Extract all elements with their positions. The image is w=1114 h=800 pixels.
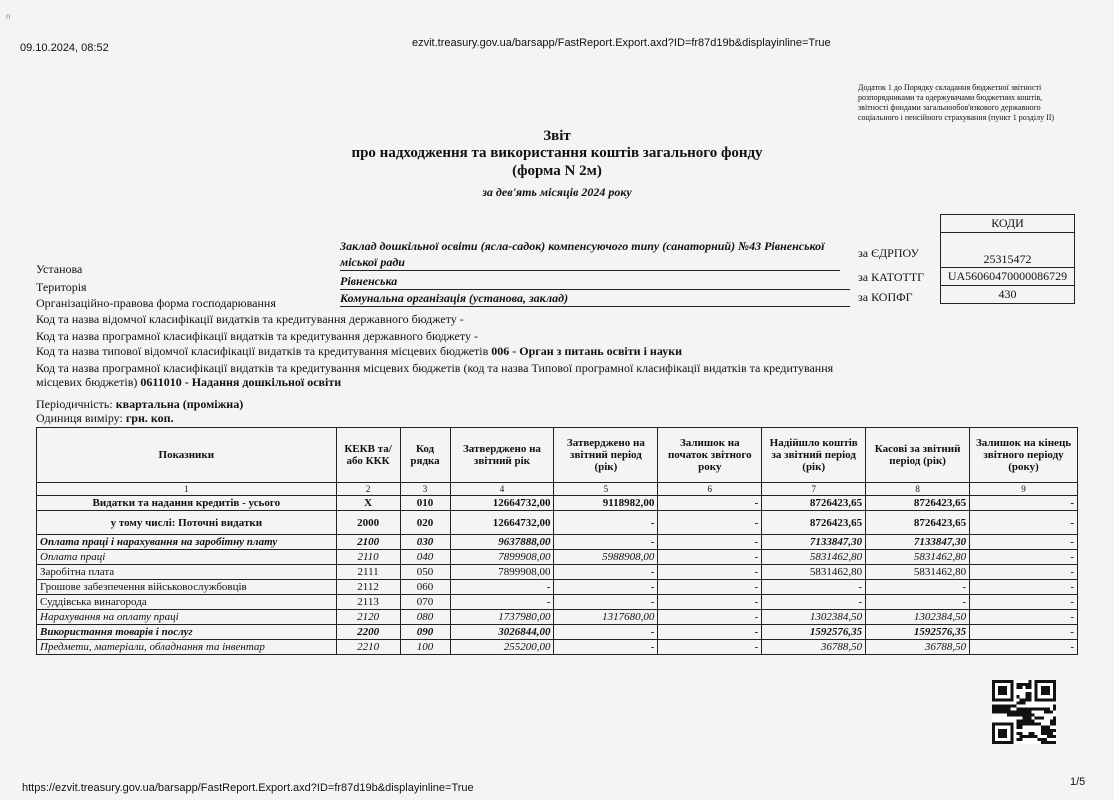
edrpou-code: 25315472 bbox=[941, 233, 1075, 268]
table-row bbox=[37, 640, 1078, 655]
table-cell: 7899908,00 bbox=[450, 565, 554, 580]
table-cell: - bbox=[450, 580, 554, 595]
local-program-prefix: Код та назва програмної класифікації видатків та кредитування місцевих бюджетів (код та назва Типової програмної класифікації видатків та кредитування місцевих бюджетів) bbox=[36, 361, 834, 389]
table-cell: 5831462,80 bbox=[762, 550, 866, 565]
table-cell: Предмети, матеріали, обладнання та інвентар bbox=[37, 640, 337, 655]
report-table bbox=[36, 427, 1078, 655]
col-header-kekv: КЕКВ та/або ККК bbox=[336, 428, 400, 483]
table-row bbox=[37, 511, 1078, 535]
table-cell: 1592576,35 bbox=[866, 625, 970, 640]
unit-line bbox=[36, 411, 174, 426]
table-cell: - bbox=[658, 511, 762, 535]
table-row bbox=[37, 595, 1078, 610]
typical-dept-value: 006 - Орган з питань освіти і науки bbox=[491, 344, 683, 358]
periodicity-line bbox=[36, 397, 243, 412]
dept-class-line: Код та назва відомчої класифікації видатків та кредитування державного бюджету - bbox=[36, 312, 464, 326]
col-header-approved-year: Затверджено на звітний рік bbox=[450, 428, 554, 483]
table-row bbox=[37, 535, 1078, 550]
typical-dept-prefix: Код та назва типової відомчої класифікації видатків та кредитування місцевих бюджетів bbox=[36, 344, 489, 358]
footer-url: https://ezvit.treasury.gov.ua/barsapp/FastReport.Export.axd?ID=fr87d19b&displayinline=True bbox=[22, 782, 474, 794]
table-cell: - bbox=[866, 595, 970, 610]
table-cell: X bbox=[336, 496, 400, 511]
table-cell: - bbox=[970, 580, 1078, 595]
table-cell: - bbox=[970, 565, 1078, 580]
table-cell: 040 bbox=[400, 550, 450, 565]
table-cell: 9637888,00 bbox=[450, 535, 554, 550]
table-cell: 5831462,80 bbox=[866, 550, 970, 565]
table-cell: 8726423,65 bbox=[762, 496, 866, 511]
table-cell: 020 bbox=[400, 511, 450, 535]
table-cell: 5831462,80 bbox=[762, 565, 866, 580]
institution-value: Заклад дошкільної освіти (ясла-садок) компенсуючого типу (санаторний) №43 Рівненської міської ради bbox=[340, 238, 840, 271]
report-period: за дев'ять місяців 2024 року bbox=[482, 185, 632, 199]
col-number: 6 bbox=[658, 483, 762, 496]
codes-table bbox=[940, 214, 1075, 304]
corner-mark: п bbox=[6, 12, 11, 21]
table-cell: Суддівська винагорода bbox=[37, 595, 337, 610]
table-cell: - bbox=[554, 565, 658, 580]
table-cell: Оплата праці bbox=[37, 550, 337, 565]
qr-code bbox=[992, 680, 1056, 744]
table-cell: 5831462,80 bbox=[866, 565, 970, 580]
table-cell: Оплата праці і нарахування на заробітну плату bbox=[37, 535, 337, 550]
table-cell: 255200,00 bbox=[450, 640, 554, 655]
table-cell: 9118982,00 bbox=[554, 496, 658, 511]
table-cell: 2000 bbox=[336, 511, 400, 535]
table-cell: Видатки та надання кредитів - усього bbox=[37, 496, 337, 511]
table-cell: 090 bbox=[400, 625, 450, 640]
table-cell: - bbox=[658, 565, 762, 580]
col-number: 4 bbox=[450, 483, 554, 496]
table-cell: - bbox=[970, 640, 1078, 655]
table-cell: 3026844,00 bbox=[450, 625, 554, 640]
table-cell: - bbox=[970, 535, 1078, 550]
table-cell: - bbox=[866, 580, 970, 595]
table-cell: - bbox=[658, 580, 762, 595]
col-number: 1 bbox=[37, 483, 337, 496]
katottg-code: UA56060470000086729 bbox=[941, 268, 1075, 286]
table-cell: 050 bbox=[400, 565, 450, 580]
table-cell: 2110 bbox=[336, 550, 400, 565]
territory-label: Територія bbox=[36, 280, 87, 294]
table-cell: - bbox=[658, 595, 762, 610]
col-header-cash: Касові за звітний період (рік) bbox=[866, 428, 970, 483]
table-cell: 12664732,00 bbox=[450, 496, 554, 511]
col-header-received: Надійшло коштів за звітний період (рік) bbox=[762, 428, 866, 483]
table-cell: 8726423,65 bbox=[762, 511, 866, 535]
edrpou-label: за ЄДРПОУ bbox=[858, 246, 920, 260]
table-cell: 1737980,00 bbox=[450, 610, 554, 625]
table-cell: - bbox=[450, 595, 554, 610]
table-cell: 070 bbox=[400, 595, 450, 610]
table-row bbox=[37, 550, 1078, 565]
table-cell: - bbox=[970, 511, 1078, 535]
table-cell: 030 bbox=[400, 535, 450, 550]
table-cell: 1302384,50 bbox=[866, 610, 970, 625]
table-cell: Нарахування на оплату праці bbox=[37, 610, 337, 625]
report-title: Звіт bbox=[543, 128, 571, 144]
table-cell: 8726423,65 bbox=[866, 496, 970, 511]
table-cell: - bbox=[762, 580, 866, 595]
table-cell: Заробітна плата bbox=[37, 565, 337, 580]
periodicity-value: квартальна (проміжна) bbox=[115, 397, 244, 411]
institution-label: Установа bbox=[36, 262, 83, 276]
unit-label: Одиниця виміру: bbox=[36, 411, 123, 425]
territory-value: Рівненська bbox=[340, 274, 850, 290]
table-cell: 100 bbox=[400, 640, 450, 655]
col-header-approved-period: Затверджено на звітний період (рік) bbox=[554, 428, 658, 483]
col-header-row-code: Код рядка bbox=[400, 428, 450, 483]
typical-dept-line bbox=[36, 344, 682, 359]
table-cell: - bbox=[554, 535, 658, 550]
annex-note: Додаток 1 до Порядку складання бюджетної звітності розпорядниками та одержувачами бюджетних коштів, звітності фондами загальнообов'язкового державного соціального і пенсійного страхування (пункт 1 розділу II) bbox=[858, 83, 1055, 122]
table-cell: - bbox=[658, 550, 762, 565]
col-number: 5 bbox=[554, 483, 658, 496]
codes-header: КОДИ bbox=[941, 215, 1075, 233]
table-cell: - bbox=[554, 640, 658, 655]
table-cell: 2112 bbox=[336, 580, 400, 595]
table-cell: 2210 bbox=[336, 640, 400, 655]
org-form-value: Комунальна організація (установа, заклад) bbox=[340, 291, 850, 307]
org-form-label: Організаційно-правова форма господарювання bbox=[36, 296, 276, 310]
program-class-line: Код та назва програмної класифікації видатків та кредитування державного бюджету - bbox=[36, 329, 478, 343]
katottg-label: за КАТОТТГ bbox=[858, 270, 925, 284]
table-cell: - bbox=[762, 595, 866, 610]
report-form: (форма N 2м) bbox=[512, 163, 602, 179]
table-cell: 010 bbox=[400, 496, 450, 511]
table-cell: 5988908,00 bbox=[554, 550, 658, 565]
table-row bbox=[37, 496, 1078, 511]
local-program-line bbox=[36, 361, 856, 389]
table-cell: 1302384,50 bbox=[762, 610, 866, 625]
table-cell: - bbox=[970, 550, 1078, 565]
table-cell: 2111 bbox=[336, 565, 400, 580]
table-cell: - bbox=[658, 535, 762, 550]
col-number: 8 bbox=[866, 483, 970, 496]
table-cell: - bbox=[554, 595, 658, 610]
kopfg-label: за КОПФГ bbox=[858, 290, 913, 304]
table-cell: 36788,50 bbox=[866, 640, 970, 655]
table-cell: 2113 bbox=[336, 595, 400, 610]
col-number: 3 bbox=[400, 483, 450, 496]
table-cell: 1592576,35 bbox=[762, 625, 866, 640]
table-cell: Грошове забезпечення військовослужбовців bbox=[37, 580, 337, 595]
table-row bbox=[37, 565, 1078, 580]
table-cell: - bbox=[658, 496, 762, 511]
col-header-balance-end: Залишок на кінець звітного періоду (року) bbox=[970, 428, 1078, 483]
table-cell: - bbox=[970, 496, 1078, 511]
table-cell: - bbox=[554, 511, 658, 535]
table-cell: - bbox=[658, 625, 762, 640]
table-row bbox=[37, 580, 1078, 595]
page-number: 1/5 bbox=[1070, 776, 1086, 788]
table-row bbox=[37, 625, 1078, 640]
table-cell: - bbox=[554, 625, 658, 640]
table-cell: - bbox=[658, 610, 762, 625]
table-cell: 2200 bbox=[336, 625, 400, 640]
unit-value: грн. коп. bbox=[125, 411, 174, 425]
table-cell: у тому числі: Поточні видатки bbox=[37, 511, 337, 535]
table-cell: Використання товарів і послуг bbox=[37, 625, 337, 640]
table-cell: 080 bbox=[400, 610, 450, 625]
report-subtitle: про надходження та використання коштів загального фонду bbox=[351, 145, 763, 161]
table-row bbox=[37, 610, 1078, 625]
table-cell: 2120 bbox=[336, 610, 400, 625]
table-cell: 8726423,65 bbox=[866, 511, 970, 535]
periodicity-label: Періодичність: bbox=[36, 397, 113, 411]
table-cell: 12664732,00 bbox=[450, 511, 554, 535]
header-url: ezvit.treasury.gov.ua/barsapp/FastReport.Export.axd?ID=fr87d19b&displayinline=True bbox=[412, 37, 831, 49]
print-datetime: 09.10.2024, 08:52 bbox=[20, 42, 109, 54]
table-cell: 2100 bbox=[336, 535, 400, 550]
table-cell: 1317680,00 bbox=[554, 610, 658, 625]
col-header-balance-start: Залишок на початок звітного року bbox=[658, 428, 762, 483]
kopfg-code: 430 bbox=[941, 286, 1075, 304]
table-cell: - bbox=[970, 595, 1078, 610]
table-cell: - bbox=[970, 610, 1078, 625]
local-program-value: 0611010 - Надання дошкільної освіти bbox=[140, 375, 342, 389]
col-header-indicators: Показники bbox=[37, 428, 337, 483]
table-cell: 36788,50 bbox=[762, 640, 866, 655]
col-number: 7 bbox=[762, 483, 866, 496]
table-cell: 7899908,00 bbox=[450, 550, 554, 565]
col-number: 9 bbox=[970, 483, 1078, 496]
col-number: 2 bbox=[336, 483, 400, 496]
table-cell: 7133847,30 bbox=[866, 535, 970, 550]
table-cell: 060 bbox=[400, 580, 450, 595]
table-cell: - bbox=[554, 580, 658, 595]
table-cell: - bbox=[970, 625, 1078, 640]
table-cell: - bbox=[658, 640, 762, 655]
table-cell: 7133847,30 bbox=[762, 535, 866, 550]
